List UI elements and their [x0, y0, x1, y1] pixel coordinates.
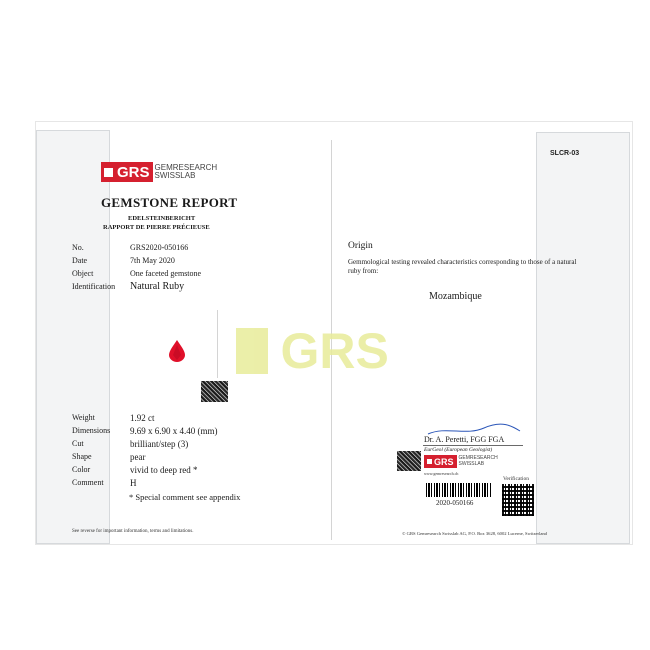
field-value: 7th May 2020: [130, 256, 175, 265]
field-label: Object: [72, 269, 94, 278]
report-title: GEMSTONE REPORT: [101, 195, 238, 210]
detail-value: H: [130, 478, 137, 488]
website: www.gemresearch.ch: [424, 471, 459, 476]
field-object: [72, 269, 272, 279]
right-sleeve: [536, 132, 630, 544]
logo-small-line2: SWISSLAB: [458, 460, 485, 467]
logo-small-line1: GEMRESEARCH: [458, 455, 498, 462]
watermark-cross-icon: [236, 328, 268, 374]
detail-label: Comment: [72, 478, 104, 487]
field-label: Date: [72, 256, 88, 265]
barcode: [426, 483, 492, 497]
detail-shape: [72, 452, 302, 462]
hologram-seal-right: [397, 451, 421, 471]
detail-label: Weight: [72, 413, 95, 422]
detail-value: brilliant/step (3): [130, 439, 189, 449]
grs-logo: [101, 162, 217, 182]
signature-name: Dr. A. Peretti, FGG FGA: [424, 435, 505, 444]
grs-logo-small-mark: [424, 455, 457, 468]
detail-label: Dimensions: [72, 426, 111, 435]
detail-weight: [72, 413, 302, 423]
logo-line2: SWISSLAB: [154, 171, 196, 180]
signature-line: [423, 445, 523, 446]
report-subtitle-fr: RAPPORT DE PIERRE PRÉCIEUSE: [103, 224, 210, 231]
field-value: Natural Ruby: [130, 281, 185, 292]
footer-right: © GRS Gemresearch Swisslab AG, P.O. Box 3628, 6002 Lucerne, Switzerland: [402, 531, 547, 536]
detail-cut: [72, 439, 302, 449]
footer-left: See reverse for important information, terms and limitations.: [72, 529, 194, 534]
grs-watermark: [236, 322, 389, 380]
field-value: GRS2020-050166: [130, 243, 189, 252]
detail-label: Cut: [72, 439, 84, 448]
detail-label: Shape: [72, 452, 92, 461]
detail-value: 1.92 ct: [130, 413, 155, 423]
barcode-number: 2020-050166: [436, 499, 474, 507]
signature-title: EurGeol (European Geologist): [424, 447, 493, 453]
gem-guide-line: [217, 310, 218, 378]
origin-heading: Origin: [348, 241, 373, 251]
hologram-seal-left: [201, 381, 228, 402]
ruby-gem-icon: [168, 340, 186, 362]
corner-code: SLCR-03: [550, 150, 580, 157]
grs-logo-mark: [101, 162, 153, 182]
field-value: One faceted gemstone: [130, 269, 202, 278]
detail-comment: [72, 478, 302, 488]
special-comment: * Special comment see appendix: [129, 492, 241, 502]
detail-color: [72, 465, 302, 475]
detail-dimensions: [72, 426, 302, 436]
field-date: [72, 256, 272, 266]
logo-line1: GEMRESEARCH: [154, 162, 218, 172]
origin-text: Gemmological testing revealed characteristics corresponding to those of a natural ruby from:: [348, 258, 577, 275]
field-identification: [72, 282, 292, 294]
detail-value: pear: [130, 452, 146, 462]
field-no: [72, 243, 272, 253]
grs-logo-small: [424, 455, 498, 468]
detail-value: 9.69 x 6.90 x 4.40 (mm): [130, 426, 218, 436]
origin-country: Mozambique: [429, 291, 482, 302]
verification-label: Verification: [503, 476, 529, 482]
watermark-text: GRS: [280, 323, 389, 379]
field-label: Identification: [72, 282, 116, 291]
detail-value: vivid to deep red *: [130, 465, 198, 475]
grs-cross-icon: [104, 168, 113, 177]
report-subtitle-de: EDELSTEINBERICHT: [128, 215, 196, 222]
grs-cross-icon-small: [427, 459, 432, 464]
grs-brand: GRS: [117, 163, 150, 181]
detail-label: Color: [72, 465, 91, 474]
grs-brand-small: GRS: [434, 456, 454, 467]
verification-qr-code[interactable]: [502, 484, 534, 516]
field-label: No.: [72, 243, 84, 252]
